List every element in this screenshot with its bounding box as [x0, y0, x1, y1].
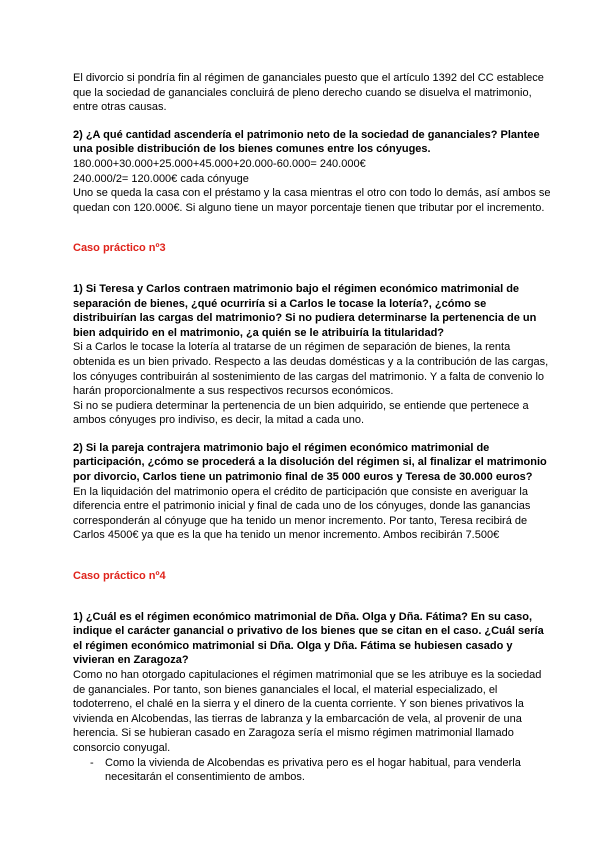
spacer [73, 584, 551, 610]
case-4-heading: Caso práctico nº4 [73, 570, 166, 583]
answer-2-distribution: Uno se queda la casa con el préstamo y la casa mientras el otro con todo lo demás, así ambos se quedan con 120.000€. Si alguno tiene un mayor porcentaje tienen que tributar por el incremento. [73, 187, 551, 214]
spacer [73, 543, 551, 569]
case-3-question-2: 2) Si la pareja contrajera matrimonio bajo el régimen económico matrimonial de participación, ¿cómo se procederá a la disolución del régimen si, al finalizar el matrimonio por divorcio, Carlos tiene un patrimonio final de 35 000 euros y Teresa de 30.000 euros? [73, 441, 547, 484]
spacer [73, 115, 551, 128]
case-3-heading: Caso práctico nº3 [73, 242, 166, 255]
question-2-patrimonio: 2) ¿A qué cantidad ascendería el patrimonio neto de la sociedad de gananciales? Plantee una posible distribución de los bienes comunes entre los cónyuges. [73, 128, 540, 156]
calculation-division: 240.000/2= 120.000€ cada cónyuge [73, 172, 249, 185]
case-3-answer-1b: Si no se pudiera determinar la pertenencia de un bien adquirido, se entiende que pertenece a ambos cónyuges pro indiviso, es decir, la mitad a cada uno. [73, 399, 529, 427]
document-body [73, 71, 551, 785]
case-3-answer-1: Si a Carlos le tocase la lotería al tratarse de un régimen de separación de bienes, la renta obtenida es un bien privado. Respecto a las deudas domésticas y a la contribución de las cargas, los cónyuges contribuirán al sostenimiento de las cargas del matrimonio. Y a falta de convenio lo harán proporcionalmente a sus respectivos recursos económicos. [73, 341, 549, 398]
case-4-bullet-list [73, 756, 551, 785]
list-item: - Como la vivienda de Alcobendas es privativa pero es el hogar habitual, para venderla necesitarán el consentimiento de ambos. [73, 756, 551, 785]
case-4-question-1: 1) ¿Cuál es el régimen económico matrimonial de Dña. Olga y Dña. Fátima? En su caso, indique el carácter ganancial o privativo de los bienes que se citan en el caso. ¿Cuál sería el régimen económico matrimonial si Dña. Olga y Dña. Fátima se hubiesen casado y vivieran en Zaragoza? [73, 610, 544, 667]
spacer [73, 215, 551, 241]
case-3-question-1: 1) Si Teresa y Carlos contraen matrimonio bajo el régimen económico matrimonial de separación de bienes, ¿qué ocurriría si a Carlos le tocase la lotería?, ¿cómo se distribuirían las cargas del matrimonio? Si no pudiera determinarse la pertenencia de un bien adquirido en el matrimonio, ¿a quién se le atribuiría la titularidad? [73, 282, 537, 339]
paragraph-divorce: El divorcio si pondría fin al régimen de gananciales puesto que el artículo 1392 del CC establece que la sociedad de gananciales concluirá de pleno derecho cuando se disuelva el matrimonio, entre otras causas. [73, 72, 544, 114]
case-4-answer-1: Como no han otorgado capitulaciones el régimen matrimonial que se les atribuye es la sociedad de gananciales. Por tanto, son bienes gananciales el local, el material especializado, el todoterreno, el chalé en la sierra y el dinero de la cuenta corriente. Y son bienes privativos la vivienda en Alcobendas, las tierras de labranza y la embarcación de vela, al provenir de una herencia. Si se hubieran casado en Zaragoza sería el mismo régimen matrimonial llamado consorcio conyugal. [73, 669, 542, 754]
case-3-answer-2: En la liquidación del matrimonio opera el crédito de participación que consiste en averiguar la diferencia entre el patrimonio inicial y final de cada uno de los cónyuges, donde las ganancias corresponderán al cónyuge que ha tenido un menor incremento. Por tanto, Teresa recibirá de Carlos 4500€ ya que es la que ha tenido un menor incremento. Ambos recibirán 7.500€ [73, 485, 531, 542]
calculation-sum: 180.000+30.000+25.000+45.000+20.000-60.000= 240.000€ [73, 157, 366, 170]
spacer [73, 256, 551, 282]
spacer [73, 428, 551, 441]
